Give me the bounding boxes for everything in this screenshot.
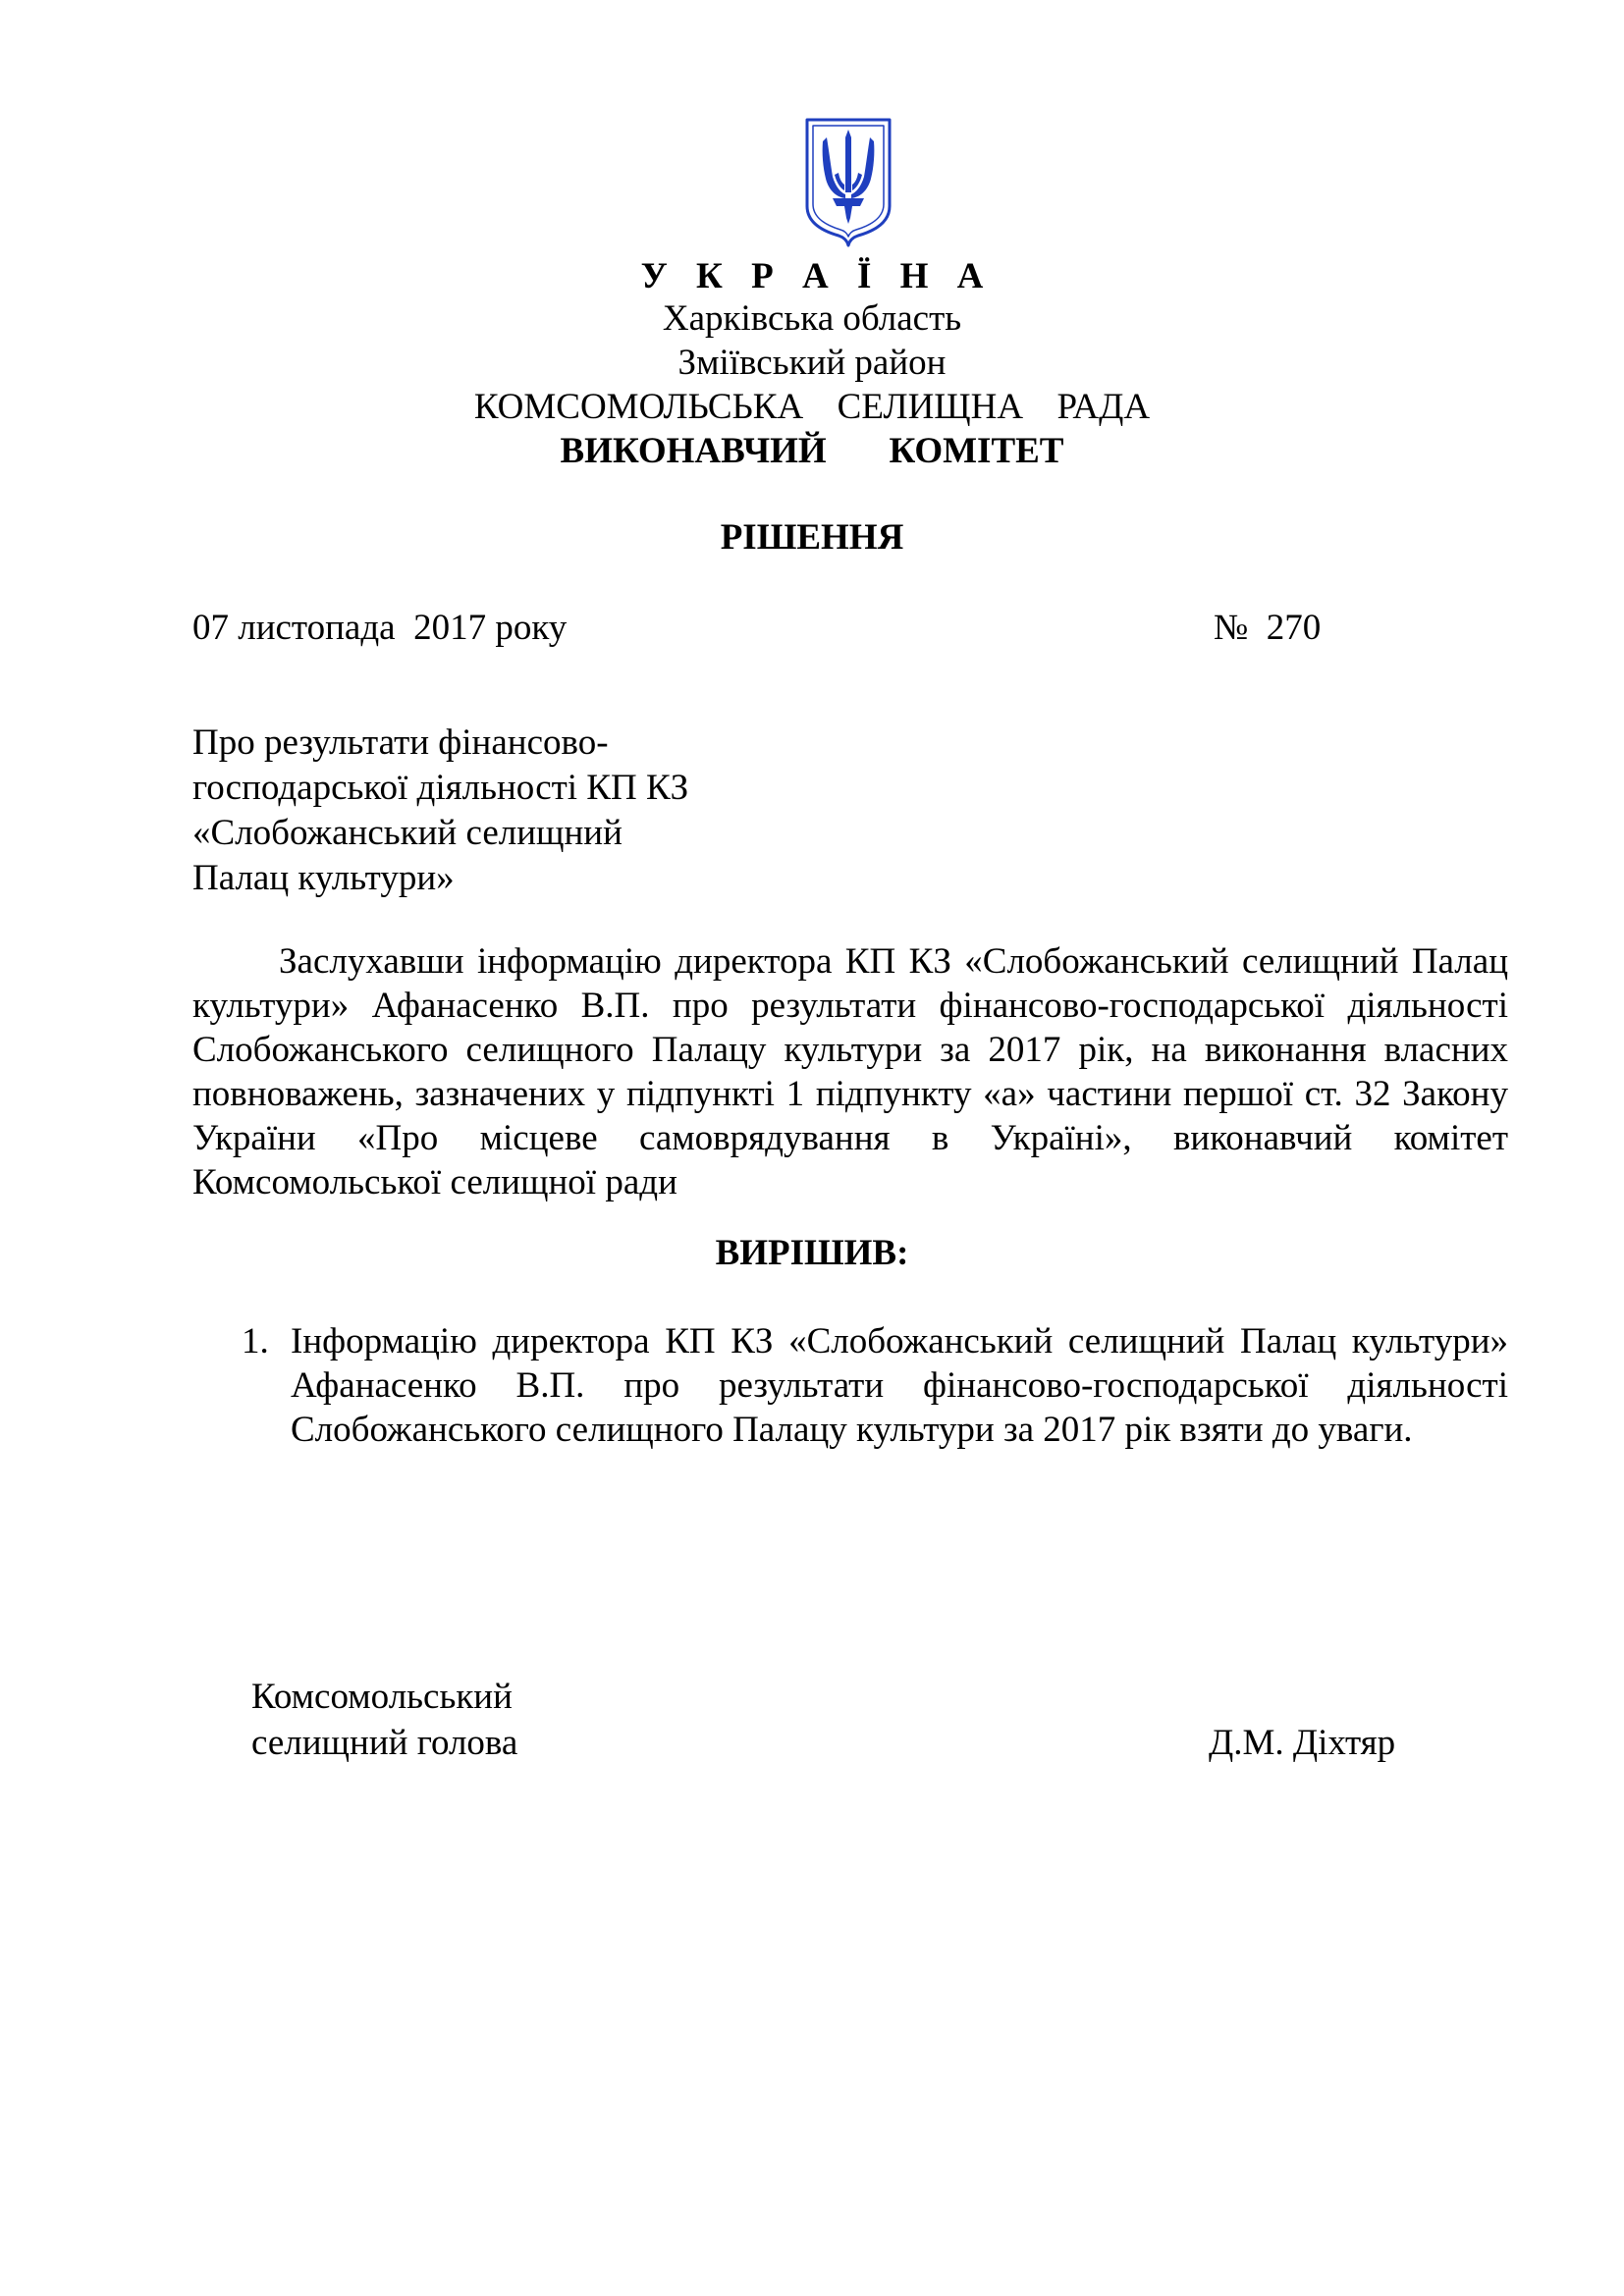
document-type: РІШЕННЯ (720, 517, 904, 558)
subject-line: господарської діяльності КП КЗ (192, 768, 689, 808)
committee-name: ВИКОНАВЧИЙ КОМІТЕТ (560, 431, 1064, 471)
subject-line: Палац культури» (192, 858, 455, 898)
council-name: КОМСОМОЛЬСЬКА СЕЛИЩНА РАДА (473, 387, 1151, 427)
signature-title-line: Комсомольський (251, 1677, 513, 1717)
resolved-heading: ВИРІШИВ: (715, 1233, 909, 1273)
preamble-paragraph: Заслухавши інформацію директора КП КЗ «Слобожанський селищний Палац культури» Афанасенко В.П. про результати фінансово-господарської діяльності Слобожанського селищного Палацу культури за 2017 рік, на виконання власних повноважень, зазначених у підпункті 1 підпункту «а» частини першої ст. 32 Закону України «Про місцеве самоврядування в Україні», виконавчий комітет Комсомольської селищної ради (192, 941, 1508, 1202)
signer-name: Д.М. Діхтяр (1209, 1723, 1396, 1763)
decision-text: Інформацію директора КП КЗ «Слобожанський селищний Палац культури» Афанасенко В.П. про результати фінансово-господарської діяльності Слобожанського селищного Палацу культури за 2017 рік взяти до уваги. (291, 1321, 1508, 1450)
oblast-name: Харківська область (662, 298, 962, 339)
document-number: № 270 (1214, 608, 1322, 648)
decision-item (242, 1319, 1508, 1452)
document-date: 07 листопада 2017 року (192, 608, 568, 648)
coat-of-arms-icon (803, 116, 893, 247)
country-title: У К Р А Ї Н А (640, 256, 994, 296)
decision-list (242, 1319, 1508, 1452)
raion-name: Зміївський район (677, 343, 947, 383)
decision-number: 1. (242, 1321, 269, 1362)
subject-line: Про результати фінансово- (192, 722, 609, 763)
signature-title (251, 1674, 517, 1766)
signature-title-line: селищний голова (251, 1723, 518, 1763)
subject-line: «Слобожанський селищний (192, 813, 623, 853)
document-subject (192, 721, 880, 901)
